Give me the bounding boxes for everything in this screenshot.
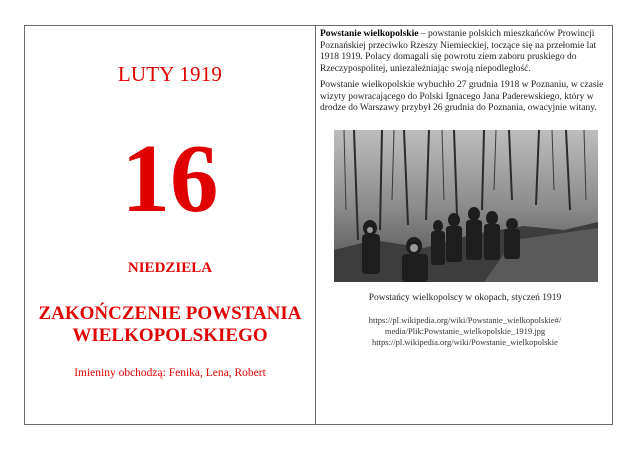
name-days: Imieniny obchodzą: Fenika, Lena, Robert <box>74 367 266 379</box>
intro-text: – powstanie polskich mieszkańców Prowincji Poznańskiej przeciwko Rzeszy Niemieckiej, toczące się na przełomie lat 1918 1919. Polacy domagali się powrotu ziem zaboru pruskiego do Rzeczypospolitej, uniezależniając swoją niepodległość. <box>320 29 597 74</box>
left-page <box>25 26 315 424</box>
intro-paragraph <box>320 29 610 75</box>
event-title-line-1: ZAKOŃCZENIE POWSTANIA <box>38 303 302 324</box>
source-link-2: media/Plik:Powstanie_wielkopolskie_1919.jpg <box>384 326 546 336</box>
historical-photo <box>334 130 598 282</box>
right-page <box>316 26 614 424</box>
intro-term: Powstanie wielkopolskie <box>320 29 419 39</box>
trench-soldiers-photo <box>334 130 598 282</box>
event-title <box>25 303 315 347</box>
outbreak-paragraph: Powstanie wielkopolskie wybuchło 27 grudnia 1918 w Poznaniu, w czasie wizyty powracającego do Polski Ignacego Jana Paderewskiego, który w drodze do Warszawy przybył 26 grudnia do Poznania, owacyjnie witany. <box>320 80 604 113</box>
source-links <box>316 315 614 348</box>
event-title-line-2: WIELKOPOLSKIEGO <box>72 325 268 346</box>
calendar-sheet <box>24 25 613 425</box>
month-year: LUTY 1919 <box>117 62 223 86</box>
weekday: NIEDZIELA <box>127 260 213 276</box>
photo-caption: Powstańcy wielkopolscy w okopach, styczeń 1919 <box>368 293 562 303</box>
source-link-3: https://pl.wikipedia.org/wiki/Powstanie_wielkopolskie <box>372 337 558 347</box>
day-number: 16 <box>121 125 219 232</box>
source-link-1: https://pl.wikipedia.org/wiki/Powstanie_wielkopolskie#/ <box>368 315 562 325</box>
